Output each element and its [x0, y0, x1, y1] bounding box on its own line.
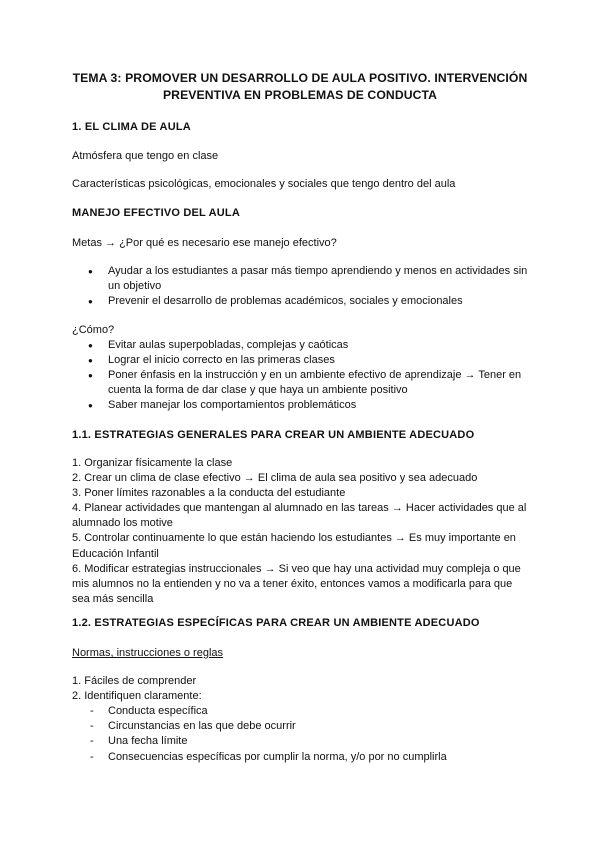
general-strategies-list [72, 456, 532, 607]
section-1-paragraph-1: Atmósfera que tengo en clase [72, 150, 219, 162]
metas-list [72, 264, 532, 309]
list-item: ● Prevenir el desarrollo de problemas académicos, sociales y emocionales [72, 294, 532, 309]
list-item: 1. Fáciles de comprender [72, 675, 197, 687]
normas-list [72, 674, 532, 704]
title-line-2: PREVENTIVA EN PROBLEMAS DE CONDUCTA [162, 88, 438, 102]
list-item: 1. Organizar físicamente la clase [72, 457, 233, 469]
list-item: 2. Crear un clima de clase efectivo → El clima de aula sea positivo y sea adecuado [72, 472, 478, 485]
section-1-paragraph-2: Características psicológicas, emocionales y sociales que tengo dentro del aula [72, 178, 456, 190]
list-item: 2. Identifiquen claramente: [72, 690, 202, 703]
list-item: ● Evitar aulas superpobladas, complejas y caóticas [72, 338, 532, 353]
normas-subheading: Normas, instrucciones o reglas [72, 647, 224, 659]
list-item: - Conducta específica [72, 704, 532, 719]
document-title [50, 70, 550, 104]
list-item: 4. Planear actividades que mantengan al alumnado en las tareas → Hacer actividades que al alumnado los motive [72, 502, 527, 530]
list-item: - Una fecha límite [72, 734, 532, 749]
metas-paragraph: Metas → ¿Por qué es necesario ese manejo efectivo? [72, 237, 337, 249]
list-item: ● Poner énfasis en la instrucción y en un ambiente efectivo de aprendizaje → Tener en cuenta la forma de dar clase y que haya un ambiente positivo [72, 368, 532, 398]
list-item: ● Ayudar a los estudiantes a pasar más tiempo aprendiendo y menos en actividades sin un objetivo [72, 264, 532, 294]
identifiquen-list [72, 704, 532, 765]
section-1-2-heading: 1.2. ESTRATEGIAS ESPECÍFICAS PARA CREAR UN AMBIENTE ADECUADO [72, 617, 480, 629]
section-1-heading: 1. EL CLIMA DE AULA [72, 121, 191, 133]
como-list [72, 338, 532, 413]
list-item: ● Saber manejar los comportamientos problemáticos [72, 398, 532, 413]
list-item: 6. Modificar estrategias instruccionales → Si veo que hay una actividad muy compleja o que mis alumnos no la entienden y no va a tener éxito, entonces vamos a modificarla para que sea más sencilla [72, 562, 521, 605]
list-item: ● Lograr el inicio correcto en las primeras clases [72, 353, 532, 368]
list-item: - Consecuencias específicas por cumplir la norma, y/o por no cumplirla [72, 750, 532, 765]
list-item: 3. Poner límites razonables a la conducta del estudiante [72, 487, 346, 500]
manejo-heading: MANEJO EFECTIVO DEL AULA [72, 207, 240, 219]
list-item: - Circunstancias en las que debe ocurrir [72, 719, 532, 734]
section-1-1-heading: 1.1. ESTRATEGIAS GENERALES PARA CREAR UN AMBIENTE ADECUADO [72, 429, 475, 441]
list-item: 5. Controlar continuamente lo que están haciendo los estudiantes → Es muy importante en Educación Infantil [72, 532, 516, 560]
title-line-1: TEMA 3: PROMOVER UN DESARROLLO DE AULA POSITIVO. INTERVENCIÓN [72, 71, 528, 85]
como-label: ¿Cómo? [72, 324, 115, 336]
